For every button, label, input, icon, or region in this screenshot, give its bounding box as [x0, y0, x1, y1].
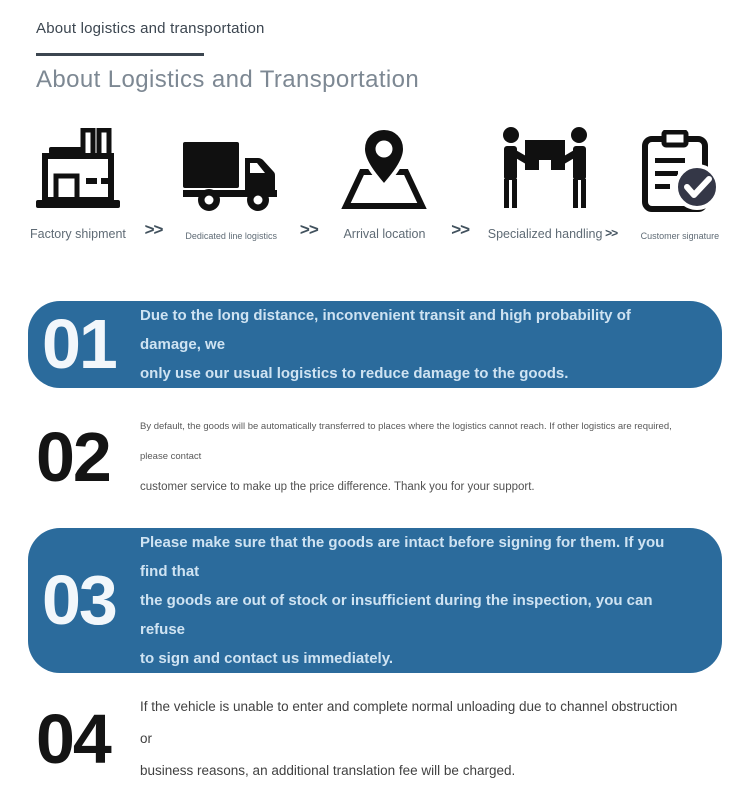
- step-arrival-location: [336, 122, 432, 241]
- note-01-line-2: only use our usual logistics to reduce damage to the goods.: [140, 365, 569, 382]
- note-02-text: [140, 412, 722, 502]
- step-factory-shipment: [30, 122, 126, 241]
- note-02: [28, 412, 722, 502]
- arrow-separator-icon: >>: [299, 220, 318, 239]
- arrow-separator-icon: >>: [144, 220, 163, 239]
- header-underline: [36, 53, 204, 56]
- note-01-text: [140, 301, 722, 388]
- note-03-line-2: the goods are out of stock or insufficient during the inspection, you can refuse: [140, 592, 653, 638]
- step-customer-signature: [640, 126, 720, 241]
- header: [0, 0, 750, 94]
- step-label-customer-signature: Customer signature: [640, 231, 720, 241]
- step-dedicated-line-logistics: [181, 126, 281, 241]
- note-04: [28, 691, 722, 787]
- note-03-number: 03: [42, 561, 116, 640]
- step-label-dedicated-line-logistics: Dedicated line logistics: [185, 231, 277, 241]
- note-03: [28, 528, 722, 673]
- carriers-icon: [500, 122, 590, 210]
- truck-icon: [181, 126, 281, 214]
- note-02-line-1: By default, the goods will be automatically transferred to places where the logistics cannot reach. If other logistics are required, please contact: [140, 421, 672, 462]
- note-04-text: [140, 691, 722, 787]
- step-label-specialized-handling: Specialized handling: [487, 227, 603, 241]
- note-01-number: 01: [42, 305, 116, 384]
- note-02-number: 02: [36, 417, 110, 496]
- step-specialized-handling: [488, 122, 603, 241]
- note-02-line-2: customer service to make up the price difference. Thank you for your support.: [140, 481, 535, 493]
- clipboard-check-icon: [640, 126, 720, 214]
- step-label-arrival-location: Arrival location: [343, 227, 426, 241]
- process-steps-row: [30, 122, 720, 241]
- note-01: [28, 301, 722, 388]
- note-04-line-2: business reasons, an additional translation fee will be charged.: [140, 763, 516, 778]
- page-title: About Logistics and Transportation: [36, 66, 420, 93]
- map-pin-icon: [336, 122, 432, 210]
- note-03-line-3: to sign and contact us immediately.: [140, 650, 394, 667]
- note-04-number: 04: [36, 699, 110, 778]
- note-03-text: [140, 528, 722, 673]
- note-03-line-1: Please make sure that the goods are intact before signing for them. If you find that: [140, 534, 665, 580]
- step-label-factory-shipment: Factory shipment: [30, 227, 126, 241]
- factory-icon: [33, 122, 123, 210]
- header-subtitle: About logistics and transportation: [36, 20, 265, 37]
- note-01-line-1: Due to the long distance, inconvenient transit and high probability of damage, we: [140, 307, 631, 353]
- note-04-line-1: If the vehicle is unable to enter and complete normal unloading due to channel obstruction or: [140, 699, 678, 746]
- arrow-separator-icon: >>: [605, 226, 618, 240]
- arrow-separator-icon: >>: [451, 220, 470, 239]
